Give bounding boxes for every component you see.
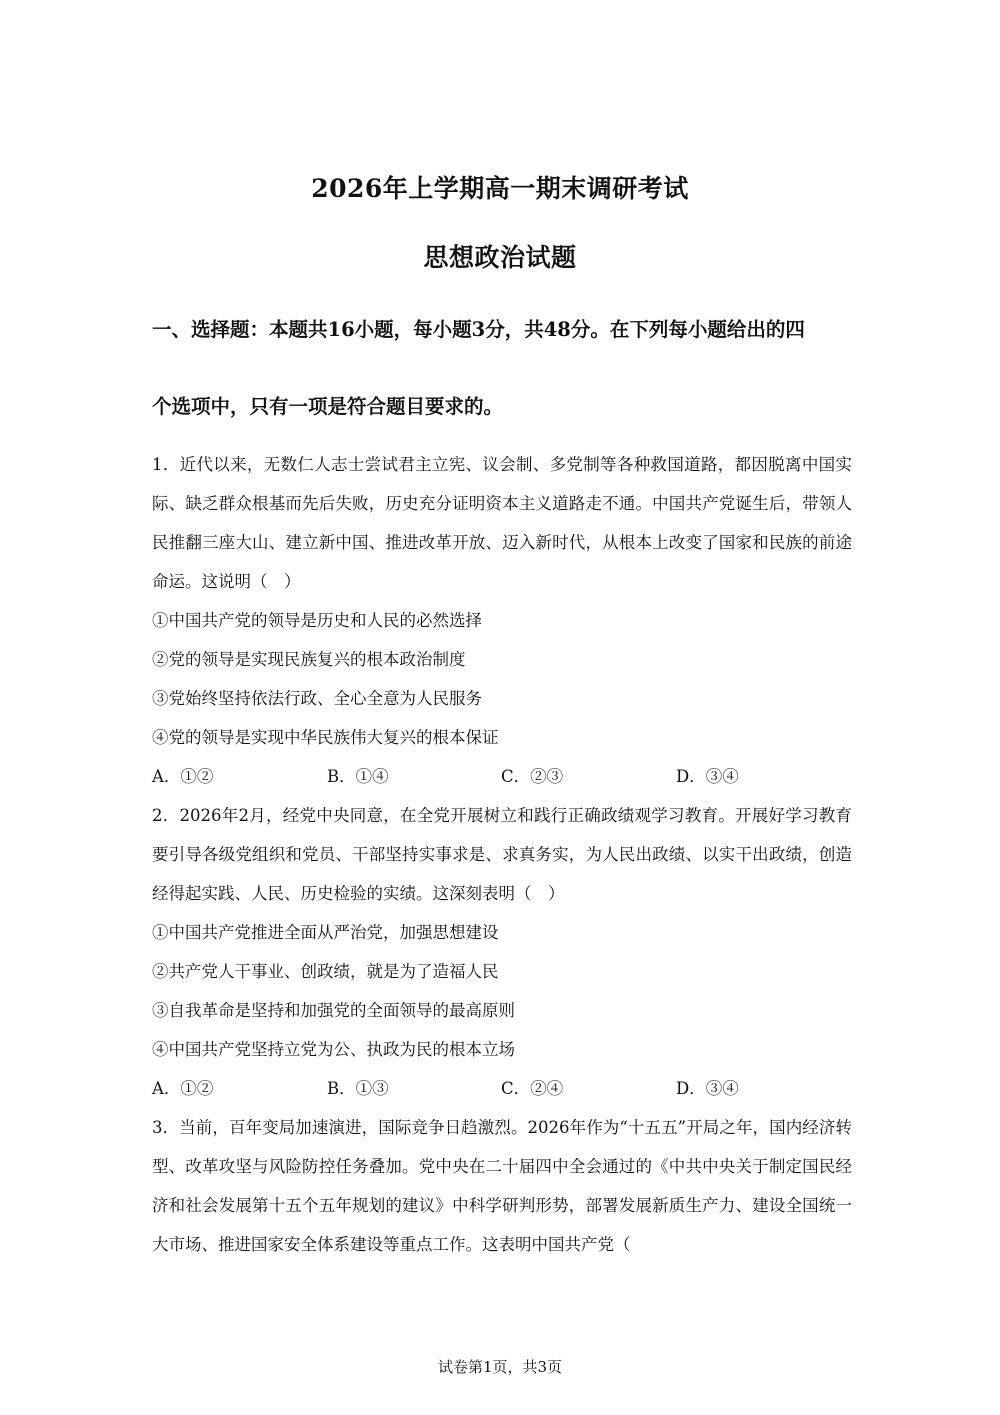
question-1-choice-c: C．②③ bbox=[501, 767, 564, 786]
question-1-choice-a: A．①② bbox=[152, 767, 214, 786]
question-1-statement-2: ②党的领导是实现民族复兴的根本政治制度 bbox=[152, 650, 466, 669]
question-2 bbox=[152, 796, 852, 1108]
exam-subject-title: 思想政治试题 bbox=[423, 243, 577, 272]
section-heading-line-2: 个选项中，只有一项是符合题目要求的。 bbox=[152, 395, 504, 418]
question-1-statement-3: ③党始终坚持依法行政、全心全意为人民服务 bbox=[152, 689, 482, 708]
question-list bbox=[152, 445, 852, 1264]
question-2-statement-3: ③自我革命是坚持和加强党的全面领导的最高原则 bbox=[152, 1001, 515, 1020]
question-2-choice-a: A．①② bbox=[152, 1079, 214, 1098]
question-1-stem: 1．近代以来，无数仁人志士尝试君主立宪、议会制、多党制等各种救国道路，都因脱离中国实际、缺乏群众根基而先后失败，历史充分证明资本主义道路走不通。中国共产党诞生后，带领人民推翻三座大山、建立新中国、推进改革开放、迈入新时代，从根本上改变了国家和民族的前途命运。这说明（ ） bbox=[152, 455, 852, 591]
question-2-statement-4: ④中国共产党坚持立党为公、执政为民的根本立场 bbox=[152, 1040, 515, 1059]
question-2-choice-d: D．③④ bbox=[676, 1079, 739, 1098]
question-1-statement-4: ④党的领导是实现中华民族伟大复兴的根本保证 bbox=[152, 728, 499, 747]
exam-title: 2026年上学期高一期末调研考试 bbox=[311, 174, 689, 203]
question-2-statement-2: ②共产党人干事业、创政绩，就是为了造福人民 bbox=[152, 962, 499, 981]
section-heading-line-1: 一、选择题：本题共16小题，每小题3分，共48分。在下列每小题给出的四 bbox=[152, 318, 805, 341]
question-3 bbox=[152, 1108, 852, 1264]
question-2-statement-1: ①中国共产党推进全面从严治党，加强思想建设 bbox=[152, 923, 499, 942]
question-1-choice-b: B．①④ bbox=[327, 767, 389, 786]
question-1 bbox=[152, 445, 852, 796]
question-1-statement-1: ①中国共产党的领导是历史和人民的必然选择 bbox=[152, 611, 482, 630]
question-2-choice-c: C．②④ bbox=[501, 1079, 564, 1098]
page-footer: 试卷第1页，共3页 bbox=[437, 1358, 563, 1376]
question-1-choice-d: D．③④ bbox=[676, 767, 739, 786]
question-2-choices bbox=[152, 1069, 852, 1108]
question-2-choice-b: B．①③ bbox=[327, 1079, 389, 1098]
question-3-stem: 3．当前，百年变局加速演进，国际竞争日趋激烈。2026年作为“十五五”开局之年，国内经济转型、改革攻坚与风险防控任务叠加。党中央在二十届四中全会通过的《中共中央关于制定国民经济和社会发展第十五个五年规划的建议》中科学研判形势，部署发展新质生产力、建设全国统一大市场、推进国家安全体系建设等重点工作。这表明中国共产党（ bbox=[152, 1118, 852, 1254]
question-1-choices bbox=[152, 757, 852, 796]
question-2-stem: 2．2026年2月，经党中央同意，在全党开展树立和践行正确政绩观学习教育。开展好学习教育要引导各级党组织和党员、干部坚持实事求是、求真务实，为人民出政绩、以实干出政绩，创造经得起实践、人民、历史检验的实绩。这深刻表明（ ） bbox=[152, 806, 852, 903]
